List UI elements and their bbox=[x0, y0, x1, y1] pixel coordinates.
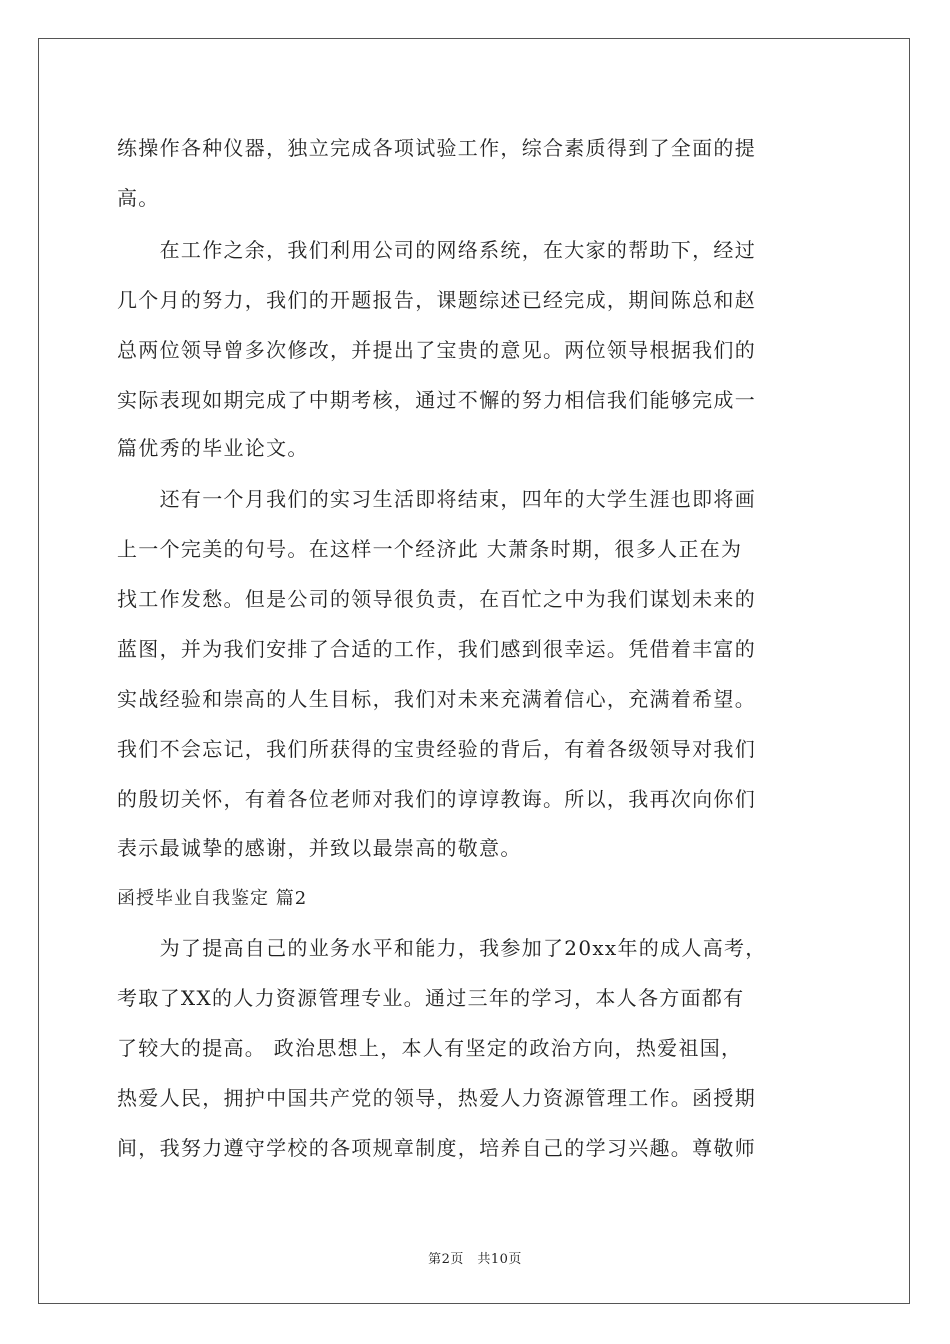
body-line: 为了提高自己的业务水平和能力，我参加了20xx年的成人高考， bbox=[117, 936, 767, 960]
body-line: 几个月的努力，我们的开题报告，课题综述已经完成，期间陈总和赵 bbox=[117, 288, 756, 312]
body-line: 还有一个月我们的实习生活即将结束，四年的大学生涯也即将画 bbox=[117, 487, 756, 511]
body-line: 我们不会忘记，我们所获得的宝贵经验的背后，有着各级领导对我们 bbox=[117, 737, 756, 761]
body-line: 找工作发愁。但是公司的领导很负责，在百忙之中为我们谋划未来的 bbox=[117, 587, 756, 611]
body-line: 了较大的提高。 政治思想上，本人有坚定的政治方向，热爱祖国， bbox=[117, 1036, 743, 1060]
body-line: 间，我努力遵守学校的各项规章制度，培养自己的学习兴趣。尊敬师 bbox=[117, 1136, 756, 1160]
body-line: 总两位领导曾多次修改，并提出了宝贵的意见。两位领导根据我们的 bbox=[117, 338, 756, 362]
body-line: 篇优秀的毕业论文。 bbox=[117, 436, 309, 460]
body-line: 表示最诚挚的感谢，并致以最崇高的敬意。 bbox=[117, 836, 522, 860]
body-line: 上一个完美的句号。在这样一个经济此 大萧条时期，很多人正在为 bbox=[117, 537, 743, 561]
page-number: 第2页 共10页 bbox=[428, 1252, 522, 1267]
body-line: 实战经验和崇高的人生目标，我们对未来充满着信心，充满着希望。 bbox=[117, 687, 756, 711]
body-line: 考取了XX的人力资源管理专业。通过三年的学习，本人各方面都有 bbox=[117, 986, 745, 1010]
body-line: 在工作之余，我们利用公司的网络系统，在大家的帮助下，经过 bbox=[117, 238, 756, 262]
body-line: 实际表现如期完成了中期考核，通过不懈的努力相信我们能够完成一 bbox=[117, 388, 756, 412]
body-line: 热爱人民，拥护中国共产党的领导，热爱人力资源管理工作。函授期 bbox=[117, 1086, 756, 1110]
body-line: 高。 bbox=[117, 186, 160, 210]
body-line: 练操作各种仪器，独立完成各项试验工作，综合素质得到了全面的提 bbox=[117, 136, 756, 160]
section-heading: 函授毕业自我鉴定 篇2 bbox=[117, 888, 308, 909]
page-border bbox=[38, 38, 910, 1304]
body-line: 蓝图，并为我们安排了合适的工作，我们感到很幸运。凭借着丰富的 bbox=[117, 637, 756, 661]
body-line: 的殷切关怀，有着各位老师对我们的谆谆教诲。所以，我再次向你们 bbox=[117, 787, 756, 811]
